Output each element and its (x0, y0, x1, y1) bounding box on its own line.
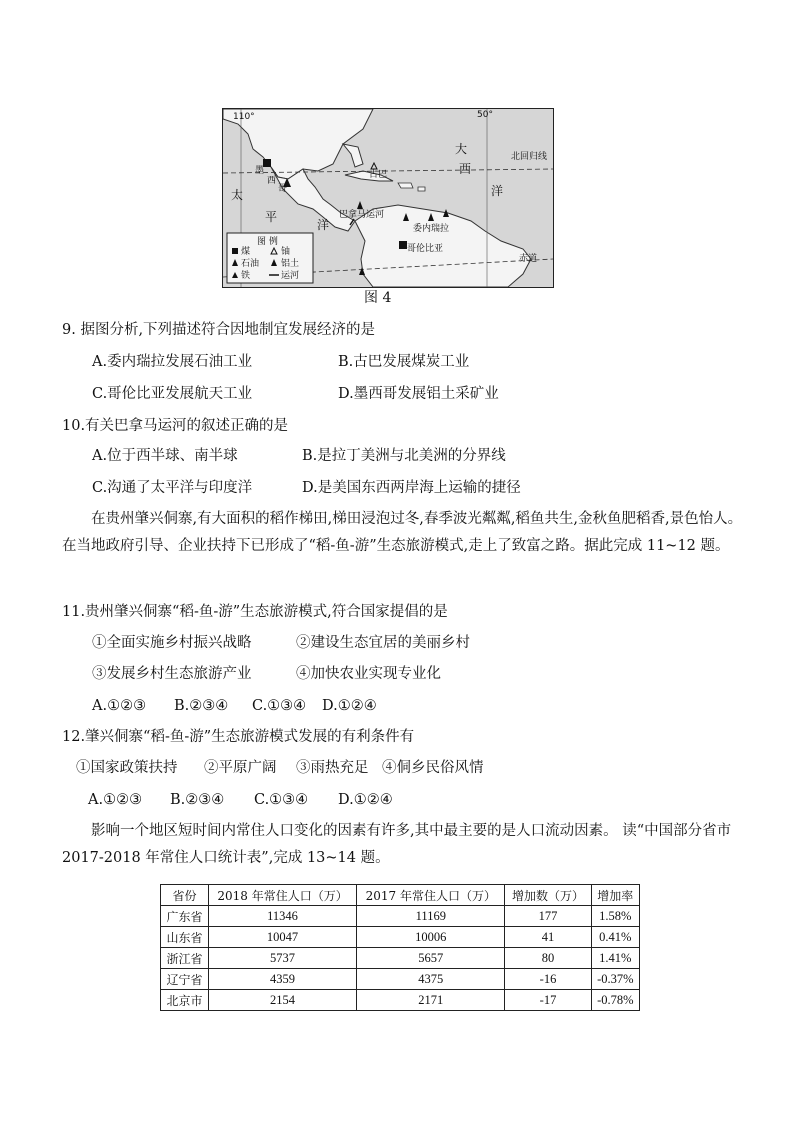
tropic-label: 北回归线 (511, 152, 548, 162)
passage-rice-fish-tour: 在贵州肇兴侗寨,有大面积的稻作梯田,梯田浸泡过冬,春季波光粼粼,稻鱼共生,金秋鱼肥稻香,景色怡人。在当地政府引导、企业扶持下已形成了“稻-鱼-游”生态旅游模式,走上了致富之路。据此完成 11~12 题。 (62, 511, 743, 554)
cell-pop-2017: 11169 (357, 906, 505, 927)
legend-canal: 运河 (281, 271, 300, 281)
population-table (160, 884, 640, 1011)
q11-option-c: C.①③④ (252, 698, 307, 714)
mexico-label-1: 墨 (255, 166, 265, 176)
cell-increase: -16 (505, 969, 591, 990)
legend-coal: 煤 (241, 247, 251, 257)
q12-option-b: B.②③④ (170, 792, 225, 808)
table-row (161, 906, 640, 927)
atlantic-label-2: 西 (459, 162, 472, 176)
cell-province: 北京市 (161, 990, 209, 1011)
q9-option-b: B.古巴发展煤炭工业 (338, 354, 470, 370)
legend-title: 图 例 (257, 237, 278, 247)
cell-increase: 80 (505, 948, 591, 969)
cell-pop-2017: 2171 (357, 990, 505, 1011)
table-row (161, 927, 640, 948)
q12-stem: 12.肇兴侗寨“稻-鱼-游”生态旅游模式发展的有利条件有 (62, 729, 415, 745)
cell-increase: -17 (505, 990, 591, 1011)
cell-pop-2018: 10047 (208, 927, 356, 948)
q9-stem: 9. 据图分析,下列描述符合因地制宜发展经济的是 (62, 322, 376, 338)
q12-statement-1: ①国家政策扶持 (76, 760, 178, 776)
lon-right-label: 50° (477, 110, 493, 120)
q12-statement-3: ③雨热充足 (296, 760, 369, 776)
cell-increase-rate: -0.78% (591, 990, 639, 1011)
cell-pop-2017: 10006 (357, 927, 505, 948)
cell-pop-2017: 4375 (357, 969, 505, 990)
map-figure (222, 108, 554, 288)
legend-uranium: 铀 (281, 247, 291, 257)
atlantic-label-3: 洋 (491, 184, 504, 198)
q11-statement-1: ①全面实施乡村振兴战略 (92, 635, 252, 651)
cell-increase-rate: 1.41% (591, 948, 639, 969)
cell-pop-2018: 11346 (208, 906, 356, 927)
map-legend (227, 233, 313, 283)
col-pop-2018: 2018 年常住人口（万） (208, 885, 356, 906)
q11-option-d: D.①②④ (322, 698, 377, 714)
cell-pop-2018: 2154 (208, 990, 356, 1011)
legend-bauxite: 铝土 (281, 259, 300, 269)
col-increase-rate: 增加率 (591, 885, 639, 906)
q12-statement-4: ④侗乡民俗风情 (382, 760, 484, 776)
q10-option-a: A.位于西半球、南半球 (92, 448, 238, 464)
coal-marker (263, 159, 271, 167)
table-header-row (161, 885, 640, 906)
atlantic-label-1: 大 (455, 142, 468, 156)
q11-statement-4: ④加快农业实现专业化 (296, 666, 441, 682)
col-increase: 增加数（万） (505, 885, 591, 906)
q12-option-d: D.①②④ (338, 792, 393, 808)
q12-statement-2: ②平原广阔 (204, 760, 277, 776)
legend-iron: 铁 (241, 271, 251, 281)
figure-caption: 图 4 (364, 290, 392, 306)
q11-statement-2: ②建设生态宜居的美丽乡村 (296, 635, 470, 651)
q11-option-a: A.①②③ (92, 698, 147, 714)
q10-option-d: D.是美国东西两岸海上运输的捷径 (302, 480, 521, 496)
cell-pop-2018: 4359 (208, 969, 356, 990)
legend-oil: 石油 (241, 259, 260, 269)
cell-pop-2017: 5657 (357, 948, 505, 969)
mexico-label-3: 哥 (278, 184, 288, 194)
q9-option-a: A.委内瑞拉发展石油工业 (92, 354, 253, 370)
pacific-label-3: 洋 (317, 218, 330, 232)
pacific-label-1: 太 (231, 188, 244, 202)
cell-increase: 177 (505, 906, 591, 927)
q9-option-c: C.哥伦比亚发展航天工业 (92, 386, 253, 402)
pacific-label-2: 平 (265, 210, 278, 224)
lon-left-label: 110° (233, 112, 255, 122)
cuba-label: 古巴 (369, 170, 388, 180)
equator-label: 赤道 (519, 254, 538, 264)
q10-stem: 10.有关巴拿马运河的叙述正确的是 (62, 418, 289, 434)
colombia-label: 哥伦比亚 (407, 244, 444, 254)
q12-option-c: C.①③④ (254, 792, 309, 808)
passage-population: 影响一个地区短时间内常住人口变化的因素有许多,其中最主要的是人口流动因素。 读“中国部分省市 2017-2018 年常住人口统计表”,完成 13~14 题。 (62, 823, 732, 866)
col-province: 省份 (161, 885, 209, 906)
table-row (161, 990, 640, 1011)
table-row (161, 948, 640, 969)
q11-stem: 11.贵州肇兴侗寨“稻-鱼-游”生态旅游模式,符合国家提倡的是 (62, 604, 448, 620)
cell-province: 浙江省 (161, 948, 209, 969)
q9-option-d: D.墨西哥发展铝土采矿业 (338, 386, 499, 402)
cell-increase-rate: -0.37% (591, 969, 639, 990)
q10-option-c: C.沟通了太平洋与印度洋 (92, 480, 253, 496)
q11-statement-3: ③发展乡村生态旅游产业 (92, 666, 252, 682)
venezuela-label: 委内瑞拉 (413, 224, 450, 234)
cell-increase-rate: 1.58% (591, 906, 639, 927)
cell-province: 广东省 (161, 906, 209, 927)
panama-canal-label: 巴拿马运河 (339, 210, 385, 220)
cell-increase-rate: 0.41% (591, 927, 639, 948)
latin-america-map (223, 109, 553, 287)
cell-province: 辽宁省 (161, 969, 209, 990)
q10-option-b: B.是拉丁美洲与北美洲的分界线 (302, 448, 506, 464)
col-pop-2017: 2017 年常住人口（万） (357, 885, 505, 906)
cell-increase: 41 (505, 927, 591, 948)
q11-option-b: B.②③④ (174, 698, 229, 714)
cell-province: 山东省 (161, 927, 209, 948)
table-row (161, 969, 640, 990)
q12-option-a: A.①②③ (88, 792, 143, 808)
cell-pop-2018: 5737 (208, 948, 356, 969)
mexico-label-2: 西 (267, 176, 277, 186)
coal-marker (399, 241, 407, 249)
